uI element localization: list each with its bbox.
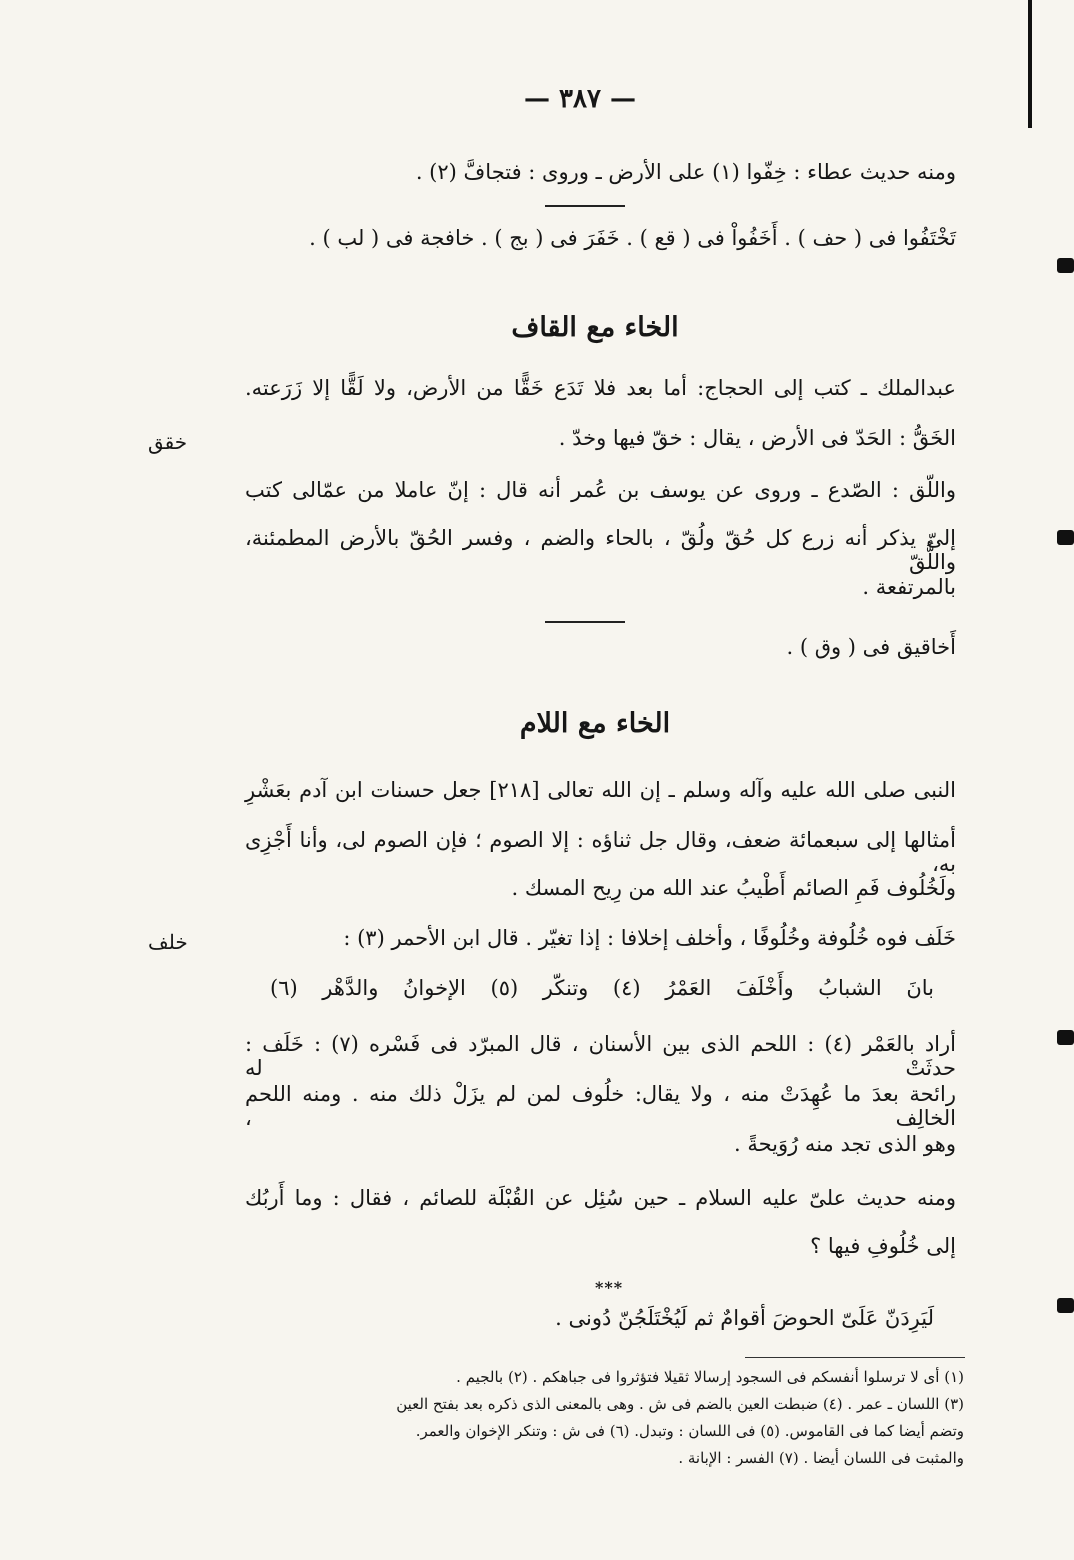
section-divider bbox=[545, 205, 625, 207]
text-line: ومنه حديث عطاء : خِفّوا (١) على الأرض ـ وروى : فتجافَّ (٢) . bbox=[415, 160, 956, 184]
text-line: أراد بالعَمْر (٤) : اللحم الذى بين الأسنان ، قال المبرّد فى فَسْره (٧) : خَلَف : حدثَتْ له bbox=[245, 1032, 956, 1080]
margin-note: خقق bbox=[148, 430, 188, 454]
text-line: رائحة بعدَ ما عُهِدَتْ منه ، ولا يقال: خلُوف لمن لم يزَلْ ذلك منه . ومنه اللحم الخالِف ، bbox=[245, 1082, 956, 1130]
section-stars: *** bbox=[595, 1278, 624, 1297]
text-line: لَيَرِدَنّ عَلَىّ الحوضَ أقوامٌ ثم لَيُخْتَلَجُنّ دُونى . bbox=[555, 1306, 934, 1330]
edge-mark bbox=[1057, 1030, 1074, 1045]
footnote-rule bbox=[745, 1357, 965, 1358]
page-number: — ٣٨٧ — bbox=[523, 84, 637, 114]
section-heading: الخاء مع اللام bbox=[519, 708, 671, 739]
text-line: تَخْتَفُوا فى ( حف ) . أَخَفُواْ فى ( قع ) . خَفَرَ فى ( بج ) . خافجة فى ( لب ) . bbox=[309, 226, 956, 250]
text-line: إلىّ يذكر أنه زرع كل حُقّ ولُقّ ، بالحاء والضم ، وفسر الحُقّ بالأرض المطمئنة، واللُّقّ bbox=[245, 526, 956, 574]
text-line: النبى صلى الله عليه وآله وسلم ـ إن الله تعالى [٢١٨] جعل حسنات ابن آدم بعَشْرِ bbox=[245, 778, 956, 802]
text-line: أَخاقيق فى ( وق ) . bbox=[786, 635, 956, 659]
section-heading: الخاء مع القاف bbox=[511, 312, 679, 343]
footnote: (١) أى لا ترسلوا أنفسكم فى السجود إرسالا ثقيلا فتؤثروا فى جباهكم . (٢) بالجيم . bbox=[456, 1368, 964, 1386]
edge-mark bbox=[1057, 1298, 1074, 1313]
text-line: عبدالملك ـ كتب إلى الحجاج: أما بعد فلا تَدَع خَقًّا من الأرض، ولا لَقًّا إلا زَرَعته. bbox=[245, 376, 956, 400]
footnote: وتضم أيضا كما فى القاموس. (٥) فى اللسان : وتبدل. (٦) فى ش : وتنكر الإخوان والعمر. bbox=[415, 1422, 964, 1440]
section-divider bbox=[545, 621, 625, 623]
text-line: إلى خُلُوفِ فيها ؟ bbox=[810, 1234, 956, 1258]
text-line: واللّق : الصّدع ـ وروى عن يوسف بن عُمر أنه قال : إنّ عاملا من عمّالى كتب bbox=[245, 478, 956, 502]
verse-line: بانَ الشبابُ وأَخْلَفَ العَمْرُ (٤) وتنكّر (٥) الإخوانُ والدَّهْر (٦) bbox=[270, 976, 934, 1000]
text-line: ولَخُلُوف فَمِ الصائم أَطْيبُ عند الله من رِيح المسك . bbox=[511, 876, 956, 900]
footnote: (٣) اللسان ـ عمر . (٤) ضبطت العين بالضم فى ش . وهى بالمعنى الذى ذكره بعد بفتح العين bbox=[396, 1395, 964, 1413]
text-line: أمثالها إلى سبعمائة ضعف، وقال جل ثناؤه : إلا الصوم ؛ فإن الصوم لى، وأنا أَجْزِى به، bbox=[245, 828, 956, 876]
footnote: والمثبت فى اللسان أيضا . (٧) الفسر : الإبانة . bbox=[678, 1449, 964, 1467]
edge-mark bbox=[1057, 258, 1074, 273]
edge-mark bbox=[1057, 530, 1074, 545]
text-line: الخَقُّ : الحَدّ فى الأرض ، يقال : خقّ فيها وخدّ . bbox=[558, 426, 956, 450]
text-line: وهو الذى تجد منه رُوَيحةً . bbox=[733, 1132, 956, 1156]
margin-note: خلف bbox=[148, 930, 188, 954]
text-line: خَلَف فوه خُلُوفة وخُلُوفًا ، وأخلف إخلافا : إذا تغيّر . قال ابن الأحمر (٣) : bbox=[343, 926, 956, 950]
text-line: ومنه حديث علىّ عليه السلام ـ حين سُئِل عن القُبْلَة للصائم ، فقال : وما أَربُك bbox=[245, 1186, 956, 1210]
text-line: بالمرتفعة . bbox=[862, 575, 956, 599]
